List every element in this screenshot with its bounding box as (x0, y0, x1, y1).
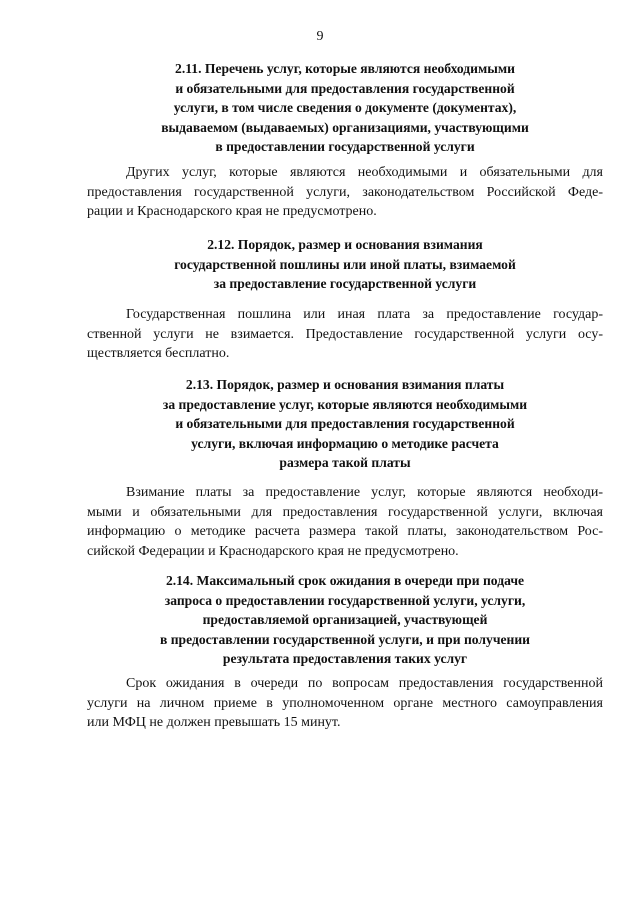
paragraph-line: Взимание платы за предоставление услуг, которые являются необходи- (126, 485, 603, 500)
paragraph-line: Срок ожидания в очереди по вопросам предоставления государственной (126, 676, 603, 691)
heading-line: 2.11. Перечень услуг, которые являются необходимыми (175, 61, 515, 76)
page-number: 9 (316, 29, 324, 44)
paragraph-line: информацию о методике расчета размера такой платы, законодательством Рос- (87, 524, 603, 539)
section-paragraph-2-11 (87, 163, 603, 222)
heading-line: результата предоставления таких услуг (222, 651, 468, 667)
heading-line: выдаваемом (выдаваемых) организациями, участвующими (161, 119, 529, 135)
heading-line: и обязательными для предоставления государственной (175, 80, 515, 96)
heading-line: и обязательными для предоставления государственной (175, 416, 515, 432)
section-paragraph-2-12 (87, 305, 603, 364)
heading-line: 2.12. Порядок, размер и основания взимания (207, 237, 483, 252)
heading-line: государственной пошлины или иной платы, взимаемой (174, 256, 516, 272)
paragraph-line: предоставления государственной услуги, законодательством Российской Феде- (87, 184, 603, 200)
section-paragraph-2-13 (87, 483, 603, 561)
paragraph-line: Других услуг, которые являются необходимыми и обязательными для (126, 165, 603, 180)
section-paragraph-2-14 (87, 674, 603, 733)
paragraph-line: или МФЦ не должен превышать 15 минут. (87, 715, 341, 730)
section-heading-2-12 (87, 235, 603, 294)
paragraph-line: Государственная пошлина или иная плата за предоставление государ- (126, 307, 603, 322)
heading-line: запроса о предоставлении государственной услуги, услуги, (164, 592, 526, 608)
section-heading-2-13 (87, 375, 603, 473)
heading-line: услуги, включая информацию о методике расчета (191, 435, 499, 451)
paragraph-line: мыми и обязательными для предоставления государственной услуги, включая (87, 504, 603, 520)
paragraph-line: ществляется бесплатно. (87, 346, 230, 361)
heading-line: 2.14. Максимальный срок ожидания в очереди при подаче (165, 573, 525, 588)
heading-line: размера такой платы (279, 455, 411, 471)
heading-line: в предоставлении государственной услуги (215, 139, 475, 155)
paragraph-line: рации и Краснодарского края не предусмотрено. (87, 204, 377, 219)
section-heading-2-14 (87, 571, 603, 669)
paragraph-line: услуги на личном приеме в уполномоченном органе местного самоуправления (87, 695, 603, 711)
heading-line: 2.13. Порядок, размер и основания взимания платы (185, 377, 505, 392)
paragraph-line: сийской Федерации и Краснодарского края не предусмотрено. (87, 543, 459, 559)
heading-line: за предоставление государственной услуги (213, 276, 477, 292)
heading-line: предоставляемой организацией, участвующей (202, 612, 488, 628)
heading-line: за предоставление услуг, которые являются необходимыми (162, 396, 528, 412)
section-heading-2-11 (87, 59, 603, 157)
paragraph-line: ственной услуги не взимается. Предоставление государственной услуги осу- (87, 326, 603, 342)
heading-line: услуги, в том числе сведения о документе (документах), (173, 100, 517, 116)
heading-line: в предоставлении государственной услуги, и при получении (159, 631, 531, 647)
